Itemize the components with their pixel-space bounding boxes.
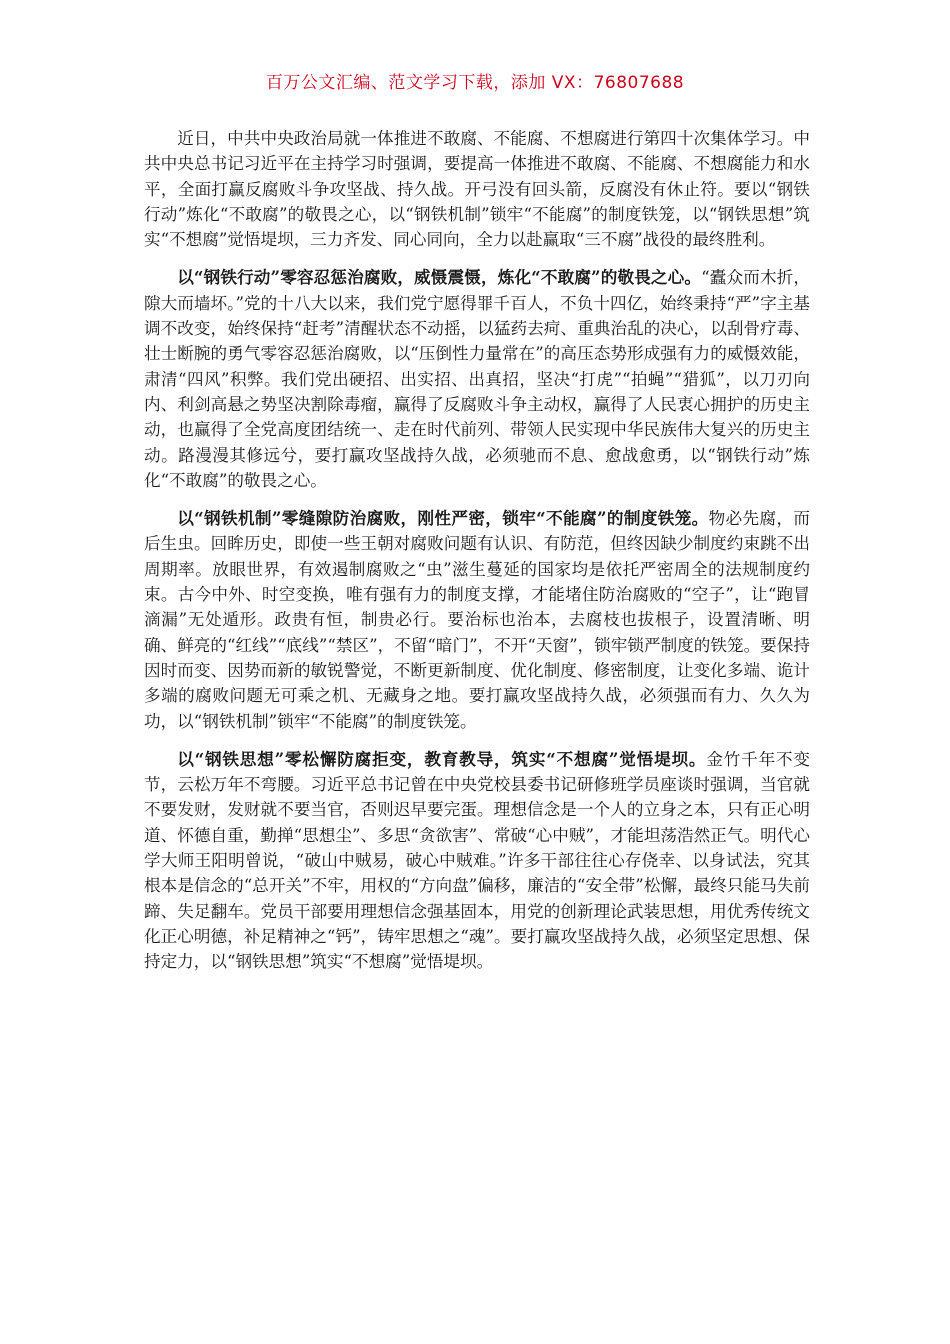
paragraph-intro — [144, 126, 810, 252]
paragraph-text: “蠹众而木折，隙大而墙坏。”党的十八大以来，我们党宁愿得罪千百人，不负十四亿，始终秉持“严”字主基调不改变，始终保持“赶考”清醒状态不动摇，以猛药去疴、重典治乱的决心，以刮骨疗毒、壮士断腕的勇气零容忍惩治腐败，以“压倒性力量常在”的高压态势形成强有力的威慑效能，肃清“四风”积弊。我们党出硬招、出实招、出真招，坚决“打虎”“拍蝇”“猎狐”，以刀刃向内、利剑高悬之势坚决割除毒瘤，赢得了反腐败斗争主动权，赢得了人民衷心拥护的历史主动，也赢得了全党高度团结统一、走在时代前列、带领人民实现中华民族伟大复兴的历史主动。路漫漫其修远兮，要打赢攻坚战持久战，必须驰而不息、愈战愈勇，以“钢铁行动”炼化“不敢腐”的敬畏之心。 — [144, 268, 810, 490]
paragraph-text: 近日，中共中央政治局就一体推进不敢腐、不能腐、不想腐进行第四十次集体学习。中共中央总书记习近平在主持学习时强调，要提高一体推进不敢腐、不能腐、不想腐能力和水平，全面打赢反腐败斗争攻坚战、持久战。开弓没有回头箭，反腐没有休止符。要以“钢铁行动”炼化“不敢腐”的敬畏之心，以“钢铁机制”锁牢“不能腐”的制度铁笼，以“钢铁思想”筑实“不想腐”觉悟堤坝，三力齐发、同心同向，全力以赴赢取“三不腐”战役的最终胜利。 — [144, 129, 810, 250]
paragraph-thought — [144, 747, 810, 975]
paragraph-lead: 以“钢铁思想”零松懈防腐拒变，教育教导，筑实“不想腐”觉悟堤坝。 — [177, 748, 707, 769]
paragraph-text: 金竹千年不变节，云松万年不弯腰。习近平总书记曾在中央党校县委书记研修班学员座谈时强调，当官就不要发财，发财就不要当官，否则迟早要完蛋。理想信念是一个人的立身之本，只有正心明道、怀德自重，勤掸“思想尘”、多思“贪欲害”、常破“心中贼”，才能坦荡浩然正气。明代心学大师王阳明曾说，“破山中贼易，破心中贼难。”许多干部往往心存侥幸、以身试法，究其根本是信念的“总开关”不牢，用权的“方向盘”偏移，廉洁的“安全带”松懈，最终只能马失前蹄、失足翻车。党员干部要用理想信念强基固本，用党的创新理论武装思想，用优秀传统文化正心明德，补足精神之“钙”，铸牢思想之“魂”。要打赢攻坚战持久战，必须坚定思想、保持定力，以“钢铁思想”筑实“不想腐”觉悟堤坝。 — [144, 749, 811, 972]
paragraph-text: 物必先腐，而后生虫。回眸历史，即使一些王朝对腐败问题有认识、有防范，但终因缺少制度约束跳不出周期率。放眼世界，有效遏制腐败之“虫”滋生蔓延的国家均是依托严密周全的法规制度约束。古今中外、时空变换，唯有强有力的制度支撑，才能堵住防治腐败的“空子”，让“跑冒滴漏”无处遁形。政贵有恒，制贵必行。要治标也治本，去腐枝也拔根子，设置清晰、明确、鲜亮的“红线”“底线”“禁区”，不留“暗门”，不开“天窗”，锁牢锁严制度的铁笼。要保持因时而变、因势而新的敏锐警觉，不断更新制度、优化制度、修密制度，让变化多端、诡计多端的腐败问题无可乘之机、无藏身之地。要打赢攻坚战持久战，必须强而有力、久久为功，以“钢铁机制”锁牢“不能腐”的制度铁笼。 — [144, 509, 810, 731]
paragraph-lead: 以“钢铁行动”零容忍惩治腐败，威慑震慑，炼化“不敢腐”的敬畏之心。 — [177, 267, 702, 288]
paragraph-action — [144, 265, 810, 493]
article-body — [144, 126, 810, 988]
paragraph-lead: 以“钢铁机制”零缝隙防治腐败，刚性严密，锁牢“不能腐”的制度铁笼。 — [177, 508, 709, 529]
paragraph-mechanism — [144, 506, 810, 734]
header-banner: 百万公文汇编、范文学习下载，添加 VX：76807688 — [265, 73, 685, 93]
